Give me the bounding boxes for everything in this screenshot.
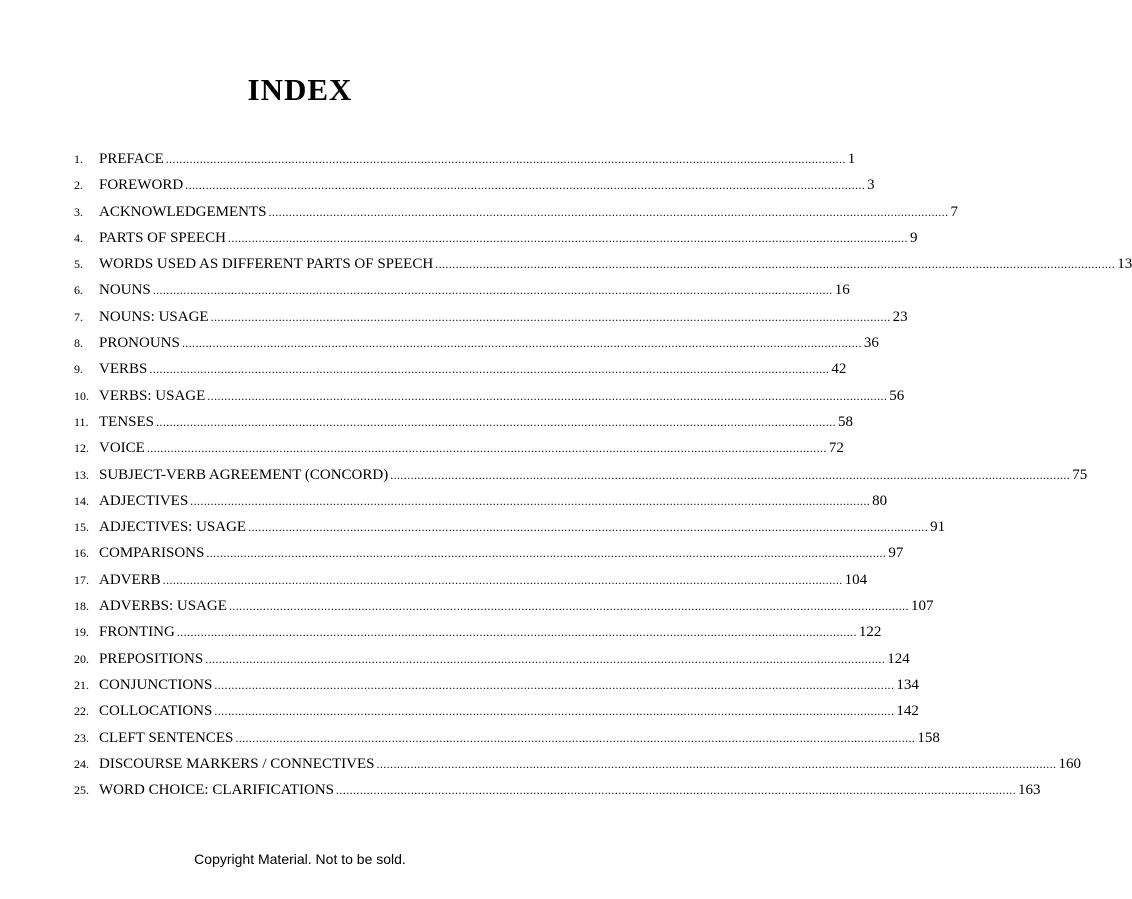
toc-entry-number: 18. xyxy=(74,599,89,614)
toc-entry-title: TENSES xyxy=(99,413,155,430)
toc-entry xyxy=(74,435,844,461)
toc-dot-leader: ........................................................................................................................................................................................................ xyxy=(228,599,909,614)
toc-entry-number: 7. xyxy=(74,309,83,324)
toc-entry-page: 122 xyxy=(858,624,882,641)
toc-dot-leader: ........................................................................................................................................................................................................ xyxy=(206,546,887,561)
toc-entry-page: 158 xyxy=(917,729,940,746)
toc-entry-number: 25. xyxy=(74,783,89,798)
toc-entry-page: 124 xyxy=(887,650,910,667)
toc-entry xyxy=(74,488,888,514)
toc-entry-page: 104 xyxy=(844,571,868,588)
toc-entry-number: 24. xyxy=(74,756,89,771)
toc-dot-leader: ........................................................................................................................................................................................................ xyxy=(248,520,929,535)
toc-dot-leader: ........................................................................................................................................................................................................ xyxy=(181,336,862,351)
toc-entry-title: CLEFT SENTENCES xyxy=(99,729,234,746)
toc-entry-title: VERBS: USAGE xyxy=(99,387,206,404)
toc-dot-leader: ........................................................................................................................................................................................................ xyxy=(207,388,888,403)
toc-entry xyxy=(74,540,904,566)
toc-entry xyxy=(74,514,946,540)
toc-entry-number: 2. xyxy=(74,178,83,193)
toc-entry xyxy=(74,751,1081,777)
toc-entry xyxy=(74,383,905,409)
toc-entry-title: FRONTING xyxy=(99,624,175,641)
toc-entry-number: 12. xyxy=(74,441,89,456)
toc-entry xyxy=(74,330,879,356)
toc-entry-page: 7 xyxy=(950,203,958,220)
toc-dot-leader: ........................................................................................................................................................................................................ xyxy=(156,414,837,429)
toc-entry-number: 14. xyxy=(74,493,89,508)
toc-dot-leader: ........................................................................................................................................................................................................ xyxy=(435,257,1116,272)
copyright-footer: Copyright Material. Not to be sold. xyxy=(194,851,406,867)
toc-dot-leader: ........................................................................................................................................................................................................ xyxy=(190,493,871,508)
toc-entry xyxy=(74,593,934,619)
toc-entry-title: PREPOSITIONS xyxy=(99,650,204,667)
toc-entry-number: 23. xyxy=(74,730,89,745)
toc-entry xyxy=(74,725,940,751)
toc-dot-leader: ........................................................................................................................................................................................................ xyxy=(214,677,895,692)
toc-entry-number: 8. xyxy=(74,336,83,351)
toc-entry-title: ADJECTIVES: USAGE xyxy=(99,519,247,536)
toc-dot-leader: ........................................................................................................................................................................................................ xyxy=(152,283,833,298)
toc-entry-title: CONJUNCTIONS xyxy=(99,676,213,693)
toc-dot-leader: ........................................................................................................................................................................................................ xyxy=(162,572,843,587)
toc-entry-number: 5. xyxy=(74,257,83,272)
toc-entry xyxy=(74,777,1041,803)
toc-entry-page: 80 xyxy=(872,492,888,509)
toc-entry-title: ADJECTIVES xyxy=(99,492,189,509)
toc-entry xyxy=(74,251,1132,277)
toc-entry xyxy=(74,646,910,672)
toc-entry-number: 3. xyxy=(74,204,83,219)
toc-entry-number: 6. xyxy=(74,283,83,298)
toc-entry-page: 97 xyxy=(888,545,904,562)
toc-entry-number: 19. xyxy=(74,625,89,640)
toc-entry-page: 16 xyxy=(834,282,850,299)
toc-entry-number: 11. xyxy=(74,414,89,429)
toc-entry xyxy=(74,304,908,330)
toc-entry-page: 23 xyxy=(892,308,908,325)
toc-dot-leader: ........................................................................................................................................................................................................ xyxy=(149,362,830,377)
page-title: INDEX xyxy=(247,72,353,107)
toc-entry-title: COMPARISONS xyxy=(99,545,205,562)
toc-entry-page: 75 xyxy=(1072,466,1088,483)
toc-entry-page: 163 xyxy=(1018,782,1041,799)
toc-entry-title: VERBS xyxy=(99,361,148,378)
toc-dot-leader: ........................................................................................................................................................................................................ xyxy=(205,651,886,666)
toc-entry-page: 13 xyxy=(1117,256,1132,273)
toc-entry-page: 56 xyxy=(889,387,905,404)
toc-dot-leader: ........................................................................................................................................................................................................ xyxy=(227,230,908,245)
toc-dot-leader: ........................................................................................................................................................................................................ xyxy=(214,704,895,719)
toc-entry-page: 134 xyxy=(896,676,919,693)
toc-entry-title: NOUNS xyxy=(99,282,151,299)
toc-dot-leader: ........................................................................................................................................................................................................ xyxy=(146,441,827,456)
toc-dot-leader: ........................................................................................................................................................................................................ xyxy=(268,204,949,219)
toc-entry xyxy=(74,199,958,225)
toc-entry-number: 16. xyxy=(74,546,89,561)
toc-entry xyxy=(74,225,918,251)
toc-entry-number: 22. xyxy=(74,704,89,719)
toc-entry xyxy=(74,462,1088,488)
toc-dot-leader: ........................................................................................................................................................................................................ xyxy=(165,152,846,166)
toc-entry-number: 4. xyxy=(74,230,83,245)
toc-entry-page: 58 xyxy=(838,413,854,430)
toc-dot-leader: ........................................................................................................................................................................................................ xyxy=(235,730,916,745)
toc-dot-leader: ........................................................................................................................................................................................................ xyxy=(376,756,1057,771)
toc-entry-title: SUBJECT-VERB AGREEMENT (CONCORD) xyxy=(99,466,389,483)
toc-entry xyxy=(74,698,919,724)
toc-entry-title: WORDS USED AS DIFFERENT PARTS OF SPEECH xyxy=(99,256,434,273)
toc-entry-page: 36 xyxy=(863,335,879,352)
toc-entry xyxy=(74,619,882,645)
toc-entry-number: 1. xyxy=(74,152,83,166)
toc-entry-page: 91 xyxy=(930,519,946,536)
toc-entry-title: ADVERBS: USAGE xyxy=(99,598,227,615)
toc-entry-title: VOICE xyxy=(99,440,145,457)
toc-entry-number: 13. xyxy=(74,467,89,482)
toc-entry xyxy=(74,409,854,435)
toc-entry-title: FOREWORD xyxy=(99,177,184,194)
toc-dot-leader: ........................................................................................................................................................................................................ xyxy=(176,625,857,640)
toc-entry-title: ADVERB xyxy=(99,571,161,588)
toc-entry-title: ACKNOWLEDGEMENTS xyxy=(99,203,267,220)
toc-entry xyxy=(74,172,875,198)
toc-entry-title: PARTS OF SPEECH xyxy=(99,229,226,246)
toc-entry-page: 160 xyxy=(1058,755,1081,772)
toc-entry-page: 107 xyxy=(910,598,934,615)
toc-entry xyxy=(74,567,868,593)
toc-entry-page: 42 xyxy=(831,361,847,378)
toc-entry-number: 17. xyxy=(74,572,89,587)
toc-entry-number: 20. xyxy=(74,651,89,666)
toc-entry xyxy=(74,146,856,172)
toc-entry-page: 9 xyxy=(909,229,918,246)
toc-entry-title: NOUNS: USAGE xyxy=(99,308,209,325)
toc-entry-title: PRONOUNS xyxy=(99,335,180,352)
toc-entry-number: 9. xyxy=(74,362,83,377)
toc-entry-page: 3 xyxy=(867,177,875,194)
toc-entry-title: PREFACE xyxy=(99,151,164,167)
toc-entry-title: WORD CHOICE: CLARIFICATIONS xyxy=(99,782,335,799)
toc-entry-number: 10. xyxy=(74,388,89,403)
toc-entry-page: 142 xyxy=(896,703,919,720)
toc-entry-page: 1 xyxy=(847,151,856,167)
toc-entry-page: 72 xyxy=(828,440,844,457)
toc-entry-title: COLLOCATIONS xyxy=(99,703,213,720)
toc-entry-number: 21. xyxy=(74,677,89,692)
toc-entry xyxy=(74,672,919,698)
toc-dot-leader: ........................................................................................................................................................................................................ xyxy=(185,178,866,193)
toc-entry xyxy=(74,356,847,382)
table-of-contents xyxy=(74,146,1132,803)
toc-dot-leader: ........................................................................................................................................................................................................ xyxy=(390,467,1071,482)
toc-dot-leader: ........................................................................................................................................................................................................ xyxy=(210,309,891,324)
toc-entry-number: 15. xyxy=(74,520,89,535)
toc-dot-leader: ........................................................................................................................................................................................................ xyxy=(336,783,1017,798)
toc-entry xyxy=(74,277,850,303)
toc-entry-title: DISCOURSE MARKERS / CONNECTIVES xyxy=(99,755,375,772)
